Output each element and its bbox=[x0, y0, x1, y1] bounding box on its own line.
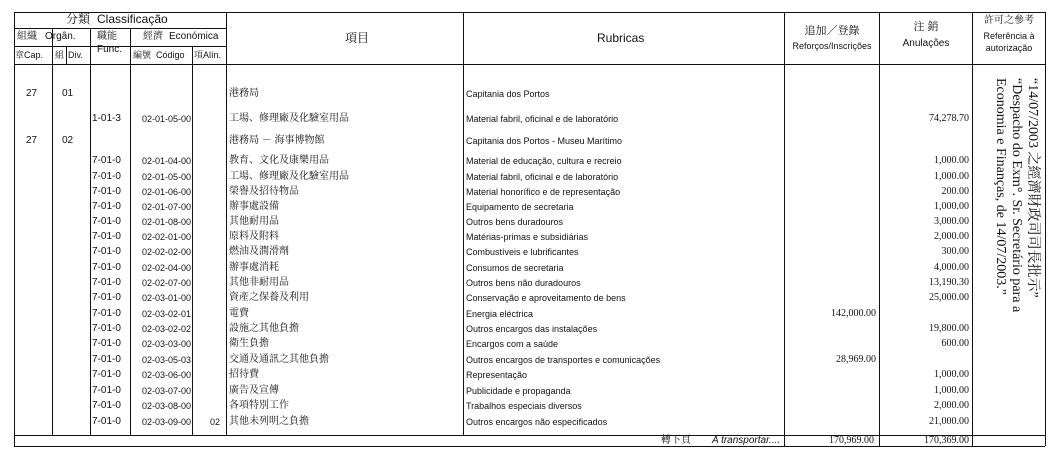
header-referencia-pt1: Referência à bbox=[983, 31, 1035, 41]
cell-anulacao: 13,190.30 bbox=[929, 277, 969, 288]
footer-reforco-total: 170,969.00 bbox=[829, 435, 874, 446]
cell-item: 榮譽及招待物品 bbox=[229, 186, 299, 197]
cell-item: 交通及通訊之其他負擔 bbox=[229, 354, 329, 365]
cell-code: 02-03-01-00 bbox=[142, 293, 192, 303]
cell-anulacao: 2,000.00 bbox=[934, 231, 969, 242]
cell-div: 02 bbox=[62, 135, 74, 146]
header-alinea: 項Alín. bbox=[194, 50, 222, 60]
cell-anulacao: 4,000.00 bbox=[934, 262, 969, 273]
header-orgao-zh: 組織 bbox=[17, 31, 37, 42]
authorization-line-3: Economia e Finanças, de 14/07/2003.” bbox=[993, 78, 1008, 295]
cell-func: 7-01-0 bbox=[92, 400, 121, 411]
header-divisao-pt: Div. bbox=[68, 50, 83, 60]
cell-rubrica: Equipamento de secretaria bbox=[466, 202, 574, 212]
cell-func: 7-01-0 bbox=[92, 216, 121, 227]
cell-item: 燃油及潤滑劑 bbox=[229, 246, 289, 257]
cell-rubrica: Matérias-primas e subsidiárias bbox=[466, 232, 589, 242]
cell-item: 電費 bbox=[229, 308, 249, 319]
cell-code: 02-02-01-00 bbox=[142, 232, 192, 242]
cell-anulacao: 74,278.70 bbox=[929, 113, 969, 124]
header-capitulo: 章Cap. bbox=[15, 50, 44, 60]
cell-code: 02-02-04-00 bbox=[142, 263, 192, 273]
cell-func: 7-01-0 bbox=[92, 338, 121, 349]
cell-item: 工場、修理廠及化驗室用品 bbox=[229, 113, 349, 124]
cell-code: 02-03-06-00 bbox=[142, 370, 192, 380]
cell-anulacao: 19,800.00 bbox=[929, 323, 969, 334]
header-anulacoes-zh: 注 銷 bbox=[913, 21, 939, 33]
cell-anulacao: 1,000.00 bbox=[934, 369, 969, 380]
cell-rubrica: Energia eléctrica bbox=[466, 309, 534, 319]
cell-code: 02-01-05-00 bbox=[142, 114, 192, 124]
cell-code: 02-01-05-00 bbox=[142, 172, 192, 182]
cell-code: 02-01-08-00 bbox=[142, 217, 192, 227]
cell-func: 7-01-0 bbox=[92, 385, 121, 396]
cell-func: 7-01-0 bbox=[92, 186, 121, 197]
cell-item: 其他耐用品 bbox=[229, 216, 279, 227]
footer-anulacao-total: 170,369.00 bbox=[924, 435, 969, 446]
header-reforcos-zh: 追加／登錄 bbox=[804, 25, 860, 37]
header-referencia-zh: 許可之參考 bbox=[984, 15, 1034, 26]
cell-rubrica: Material fabril, oficinal e de laboratório bbox=[466, 114, 619, 124]
cell-rubrica: Representação bbox=[466, 370, 528, 380]
cell-func: 1-01-3 bbox=[92, 113, 121, 124]
cell-func: 7-01-0 bbox=[92, 201, 121, 212]
cell-div: 01 bbox=[62, 88, 74, 99]
header-classificacao-pt: Classificação bbox=[97, 12, 168, 26]
cell-code: 02-02-07-00 bbox=[142, 278, 192, 288]
cell-anulacao: 1,000.00 bbox=[934, 155, 969, 166]
cell-func: 7-01-0 bbox=[92, 369, 121, 380]
cell-rubrica: Outros encargos das instalações bbox=[466, 324, 598, 334]
cell-rubrica: Material de educação, cultura e recreio bbox=[466, 156, 622, 166]
cell-anulacao: 600.00 bbox=[941, 338, 969, 349]
cell-cap: 27 bbox=[26, 135, 38, 146]
header-itens: 項目 bbox=[345, 31, 370, 45]
cell-anulacao: 25,000.00 bbox=[929, 292, 969, 303]
cell-anulacao: 200.00 bbox=[941, 186, 969, 197]
cell-code: 02-01-04-00 bbox=[142, 156, 192, 166]
cell-alin: 02 bbox=[209, 417, 220, 427]
cell-func: 7-01-0 bbox=[92, 277, 121, 288]
cell-code: 02-03-03-00 bbox=[142, 339, 192, 349]
header-codigo-zh: 編號 bbox=[133, 50, 152, 60]
authorization-line-2: “Despacho do Exm°. Sr. Secretário para a bbox=[1009, 78, 1024, 313]
cell-rubrica: Outros bens duradouros bbox=[466, 217, 564, 227]
cell-func: 7-01-0 bbox=[92, 246, 121, 257]
cell-rubrica: Capitania dos Portos bbox=[466, 89, 550, 99]
footer-transport-pt: A transportar.... bbox=[712, 435, 781, 446]
cell-item: 資產之保養及利用 bbox=[229, 292, 309, 303]
cell-reforco: 28,969.00 bbox=[836, 354, 876, 365]
cell-func: 7-01-0 bbox=[92, 323, 121, 334]
cell-item: 原料及附料 bbox=[229, 231, 279, 242]
cell-rubrica: Combustíveis e lubrificantes bbox=[466, 247, 579, 257]
cell-cap: 27 bbox=[26, 88, 38, 99]
cell-item: 工場、修理廠及化驗室用品 bbox=[229, 171, 349, 182]
header-divisao-zh: 組 bbox=[55, 50, 65, 60]
cell-func: 7-01-0 bbox=[92, 231, 121, 242]
cell-anulacao: 3,000.00 bbox=[934, 216, 969, 227]
cell-item: 港務局 － 海事博物館 bbox=[229, 135, 325, 146]
cell-item: 其他非耐用品 bbox=[229, 277, 289, 288]
cell-rubrica: Consumos de secretaria bbox=[466, 263, 564, 273]
cell-anulacao: 21,000.00 bbox=[929, 416, 969, 427]
header-orgao-pt: Orgân. bbox=[45, 31, 76, 42]
cell-item: 辦事處消耗 bbox=[229, 262, 279, 273]
header-economica-zh: 經濟 bbox=[143, 31, 163, 42]
cell-anulacao: 300.00 bbox=[941, 246, 969, 257]
cell-reforco: 142,000.00 bbox=[831, 308, 876, 319]
cell-rubrica: Trabalhos especiais diversos bbox=[466, 401, 582, 411]
cell-func: 7-01-0 bbox=[92, 171, 121, 182]
cell-anulacao: 2,000.00 bbox=[934, 400, 969, 411]
cell-func: 7-01-0 bbox=[92, 292, 121, 303]
header-funcional-zh: 職能 bbox=[97, 31, 117, 42]
cell-rubrica: Material honorífico e de representação bbox=[466, 187, 621, 197]
cell-anulacao: 1,000.00 bbox=[934, 201, 969, 212]
cell-item: 港務局 bbox=[229, 88, 259, 99]
cell-rubrica: Encargos com a saúde bbox=[466, 339, 559, 349]
cell-item: 辦事處設備 bbox=[229, 201, 279, 212]
cell-item: 教育、文化及康樂用品 bbox=[229, 155, 329, 166]
cell-code: 02-03-02-02 bbox=[142, 324, 192, 334]
cell-rubrica: Publicidade e propaganda bbox=[466, 386, 571, 396]
header-funcional-pt: Func. bbox=[97, 44, 123, 55]
header-economica-pt: Económica bbox=[169, 31, 219, 42]
cell-rubrica: Outros encargos de transportes e comunicações bbox=[466, 355, 661, 365]
header-reforcos-pt: Reforços/Inscrições bbox=[792, 41, 872, 51]
header-classificacao-zh: 分類 bbox=[66, 12, 91, 26]
header-rubricas: Rubricas bbox=[597, 31, 645, 45]
cell-item: 廣告及宣傳 bbox=[229, 385, 279, 396]
cell-anulacao: 1,000.00 bbox=[934, 385, 969, 396]
authorization-line-1: “14/07/2003 之經濟財政司司長批示” bbox=[1025, 78, 1040, 298]
cell-rubrica: Outros bens não duradouros bbox=[466, 278, 581, 288]
cell-rubrica: Capitania dos Portos - Museu Marítimo bbox=[466, 136, 623, 146]
cell-rubrica: Outros encargos não especificados bbox=[466, 417, 608, 427]
cell-rubrica: Conservação e aproveitamento de bens bbox=[466, 293, 626, 303]
cell-func: 7-01-0 bbox=[92, 308, 121, 319]
cell-code: 02-03-08-00 bbox=[142, 401, 192, 411]
cell-item: 各項特別工作 bbox=[229, 400, 289, 411]
cell-code: 02-03-02-01 bbox=[142, 309, 192, 319]
cell-func: 7-01-0 bbox=[92, 416, 121, 427]
cell-code: 02-01-06-00 bbox=[142, 187, 192, 197]
cell-item: 設施之其他負擔 bbox=[229, 323, 299, 334]
cell-func: 7-01-0 bbox=[92, 155, 121, 166]
header-referencia-pt2: autorização bbox=[985, 43, 1033, 53]
cell-code: 02-03-07-00 bbox=[142, 386, 192, 396]
cell-anulacao: 1,000.00 bbox=[934, 171, 969, 182]
cell-item: 其他未列明之負擔 bbox=[229, 416, 309, 427]
cell-item: 招待費 bbox=[229, 369, 259, 380]
cell-code: 02-01-07-00 bbox=[142, 202, 192, 212]
cell-rubrica: Material fabril, oficinal e de laboratório bbox=[466, 172, 619, 182]
footer-transport-zh: 轉下頁 bbox=[661, 435, 691, 446]
cell-code: 02-02-02-00 bbox=[142, 247, 192, 257]
cell-code: 02-03-09-00 bbox=[142, 417, 192, 427]
authorization-text bbox=[992, 78, 1040, 378]
cell-func: 7-01-0 bbox=[92, 354, 121, 365]
cell-code: 02-03-05-03 bbox=[142, 355, 192, 365]
cell-item: 衛生負擔 bbox=[229, 338, 269, 349]
header-anulacoes-pt: Anulações bbox=[902, 38, 950, 49]
header-codigo-pt: Código bbox=[156, 50, 185, 60]
cell-func: 7-01-0 bbox=[92, 262, 121, 273]
